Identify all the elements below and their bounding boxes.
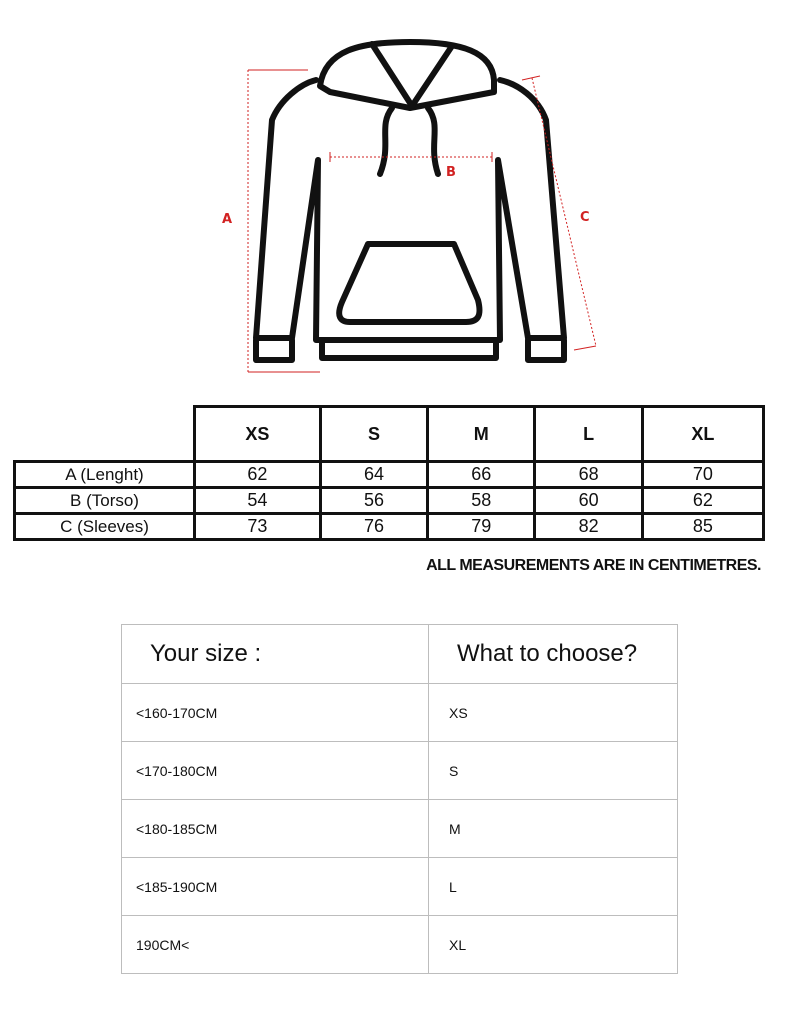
size-chart-table xyxy=(13,405,765,541)
table-cell: 60 xyxy=(535,488,642,514)
table-row xyxy=(122,684,678,742)
row-label-c: C (Sleeves) xyxy=(15,514,195,540)
size-header-xs: XS xyxy=(195,407,321,462)
guide-height-cell: 190CM< xyxy=(122,916,429,974)
hoodie-diagram xyxy=(0,0,800,390)
table-row xyxy=(122,742,678,800)
hoodie-hood-opening xyxy=(372,44,452,106)
table-cell: 70 xyxy=(642,462,763,488)
dimension-label-b: B xyxy=(446,165,456,180)
row-label-a: A (Lenght) xyxy=(15,462,195,488)
guide-header-row xyxy=(122,625,678,684)
guide-header-what-to-choose: What to choose? xyxy=(429,625,678,684)
hoodie-cuff-left xyxy=(256,340,292,360)
hoodie-drawstring-right xyxy=(428,108,438,174)
guide-height-cell: <185-190CM xyxy=(122,858,429,916)
hoodie-pocket xyxy=(339,244,479,322)
guide-size-cell: XL xyxy=(429,916,678,974)
table-cell: 79 xyxy=(428,514,535,540)
size-guide-table xyxy=(121,624,678,974)
guide-size-cell: L xyxy=(429,858,678,916)
corner-cell xyxy=(15,407,195,462)
guide-size-cell: XS xyxy=(429,684,678,742)
guide-height-cell: <180-185CM xyxy=(122,800,429,858)
size-header-xl: XL xyxy=(642,407,763,462)
guide-size-cell: S xyxy=(429,742,678,800)
table-cell: 62 xyxy=(642,488,763,514)
table-cell: 68 xyxy=(535,462,642,488)
guide-height-cell: <170-180CM xyxy=(122,742,429,800)
size-header-m: M xyxy=(428,407,535,462)
hoodie-body xyxy=(256,80,564,340)
table-cell: 66 xyxy=(428,462,535,488)
hoodie-cuff-right xyxy=(528,340,564,360)
table-row xyxy=(15,462,764,488)
table-row xyxy=(122,858,678,916)
table-row xyxy=(122,916,678,974)
table-cell: 82 xyxy=(535,514,642,540)
table-row xyxy=(15,488,764,514)
table-cell: 64 xyxy=(320,462,427,488)
size-header-l: L xyxy=(535,407,642,462)
measurement-note: ALL MEASUREMENTS ARE IN CENTIMETRES. xyxy=(426,557,761,574)
dimension-label-c: C xyxy=(580,210,590,225)
dimension-label-a: A xyxy=(222,212,233,227)
table-cell: 73 xyxy=(195,514,321,540)
table-cell: 76 xyxy=(320,514,427,540)
guide-header-your-size: Your size : xyxy=(122,625,429,684)
guide-height-cell: <160-170CM xyxy=(122,684,429,742)
table-cell: 62 xyxy=(195,462,321,488)
table-cell: 58 xyxy=(428,488,535,514)
guide-size-cell: M xyxy=(429,800,678,858)
table-cell: 56 xyxy=(320,488,427,514)
table-row xyxy=(122,800,678,858)
size-header-s: S xyxy=(320,407,427,462)
table-cell: 85 xyxy=(642,514,763,540)
table-row xyxy=(15,514,764,540)
table-cell: 54 xyxy=(195,488,321,514)
hoodie-drawstring-left xyxy=(380,108,392,174)
row-label-b: B (Torso) xyxy=(15,488,195,514)
size-header-row xyxy=(15,407,764,462)
